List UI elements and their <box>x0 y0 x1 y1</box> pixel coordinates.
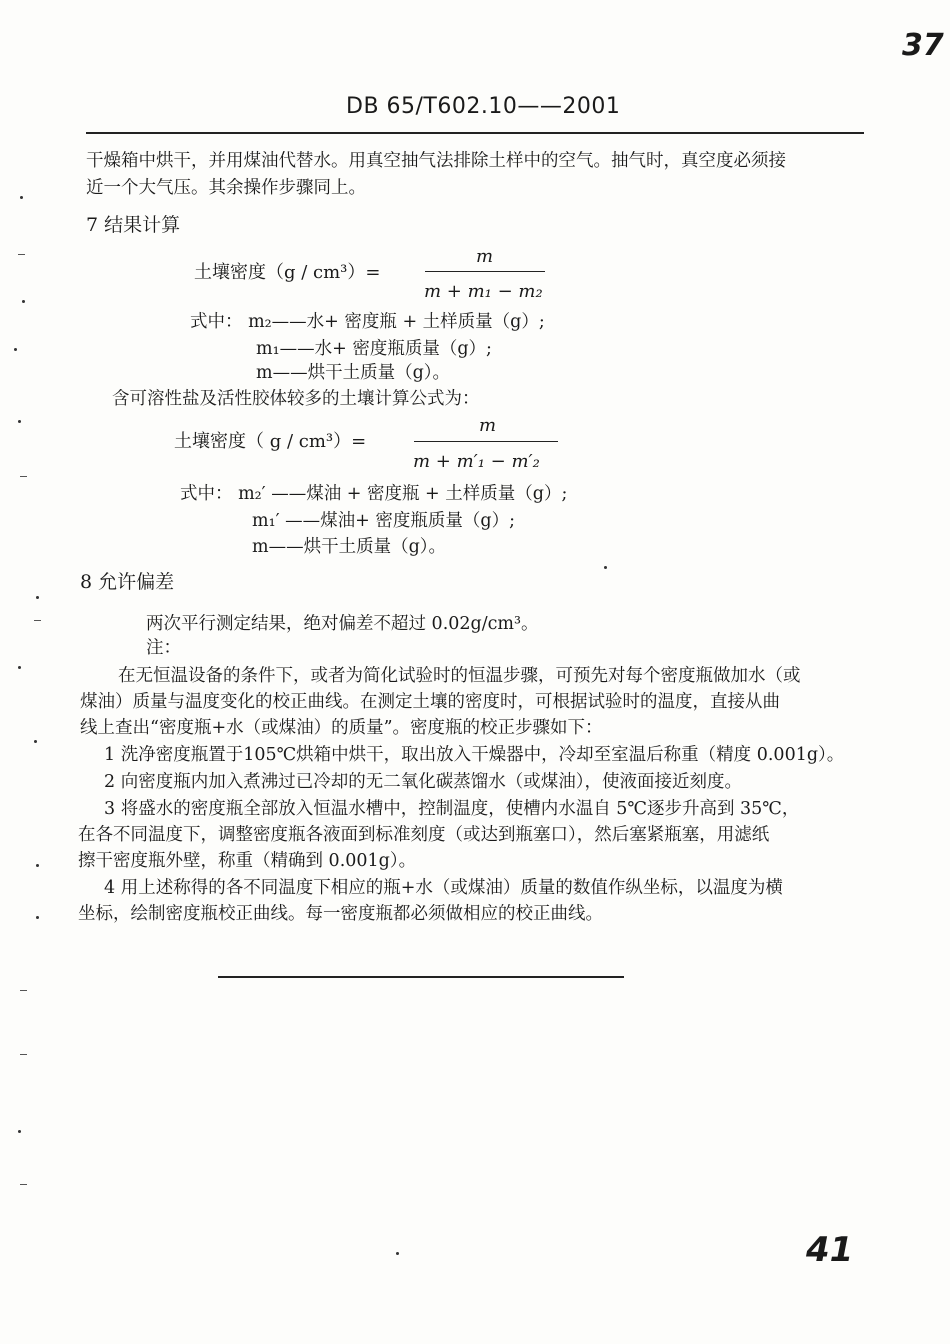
definitions-2-line-2: m₁′ ——煤油+ 密度瓶质量（g）; <box>252 511 515 531</box>
formula-2-fraction-bar <box>414 441 558 442</box>
formula-1-lhs: 土壤密度（g / cm³）= <box>194 262 381 283</box>
section-7-title: 7 结果计算 <box>86 214 181 236</box>
corner-handwritten-mark: 37 <box>902 28 944 63</box>
step-4-line-2: 坐标，绘制密度瓶校正曲线。每一密度瓶都必须做相应的校正曲线。 <box>78 904 603 924</box>
definitions-1-line-3: m——烘干土质量（g）。 <box>256 363 451 383</box>
document-code-header: DB 65/T602.10——2001 <box>346 94 621 119</box>
formula-1-fraction-bar <box>425 271 545 272</box>
intro-line-1: 干燥箱中烘干，并用煤油代替水。用真空抽气法排除土样中的空气。抽气时，真空度必须接 <box>86 151 786 171</box>
step-3-line-2: 在各不同温度下，调整密度瓶各液面到标准刻度（或达到瓶塞口），然后塞紧瓶塞，用滤纸 <box>78 825 770 845</box>
definitions-2-line-1: 式中： m₂′ ——煤油 + 密度瓶 + 土样质量（g）; <box>180 484 568 504</box>
note-paragraph-line-1: 在无恒温设备的条件下，或者为简化试验时的恒温步骤，可预先对每个密度瓶做加水（或 <box>118 666 801 686</box>
definitions-2-line-3: m——烘干土质量（g）。 <box>252 537 447 557</box>
formula-2-denominator: m + m′₁ − m′₂ <box>413 451 540 472</box>
step-3-line-1: 3 将盛水的密度瓶全部放入恒温水槽中，控制温度，使槽内水温自 5℃逐步升高到 35℃， <box>104 799 800 819</box>
intro-line-2: 近一个大气压。其余操作步骤同上。 <box>86 178 366 198</box>
header-rule <box>86 132 864 134</box>
step-4-line-1: 4 用上述称得的各不同温度下相应的瓶+水（或煤油）质量的数值作纵坐标，以温度为横 <box>104 878 783 898</box>
formula-1-numerator: m <box>476 246 494 267</box>
definitions-1-line-1: 式中： m₂——水+ 密度瓶 + 土样质量（g）; <box>190 312 545 332</box>
end-of-text-rule <box>218 976 624 978</box>
note-label: 注： <box>146 638 181 658</box>
formula-2-lhs: 土壤密度（ g / cm³）= <box>174 431 367 452</box>
step-2: 2 向密度瓶内加入煮沸过已冷却的无二氧化碳蒸馏水（或煤油），使液面接近刻度。 <box>104 772 742 792</box>
note-paragraph-line-2: 煤油）质量与温度变化的校正曲线。在测定土壤的密度时，可根据试验时的温度，直接从曲 <box>80 692 780 712</box>
step-1: 1 洗净密度瓶置于105℃烘箱中烘干，取出放入干燥器中，冷却至室温后称重（精度 0.001g）。 <box>104 745 845 765</box>
formula-1-denominator: m + m₁ − m₂ <box>424 281 543 302</box>
note-paragraph-line-3: 线上查出“密度瓶+水（或煤油）的质量”。密度瓶的校正步骤如下： <box>80 718 603 738</box>
step-3-line-3: 擦干密度瓶外壁，称重（精确到 0.001g）。 <box>78 851 417 871</box>
handwritten-page-number: 41 <box>806 1230 854 1270</box>
formula-2-numerator: m <box>479 415 497 436</box>
section-8-title: 8 允许偏差 <box>80 571 175 593</box>
deviation-text: 两次平行测定结果，绝对偏差不超过 0.02g/cm³。 <box>146 614 539 634</box>
definitions-1-line-2: m₁——水+ 密度瓶质量（g）; <box>256 339 492 359</box>
soluble-salt-note: 含可溶性盐及活性胶体较多的土壤计算公式为： <box>112 389 480 409</box>
